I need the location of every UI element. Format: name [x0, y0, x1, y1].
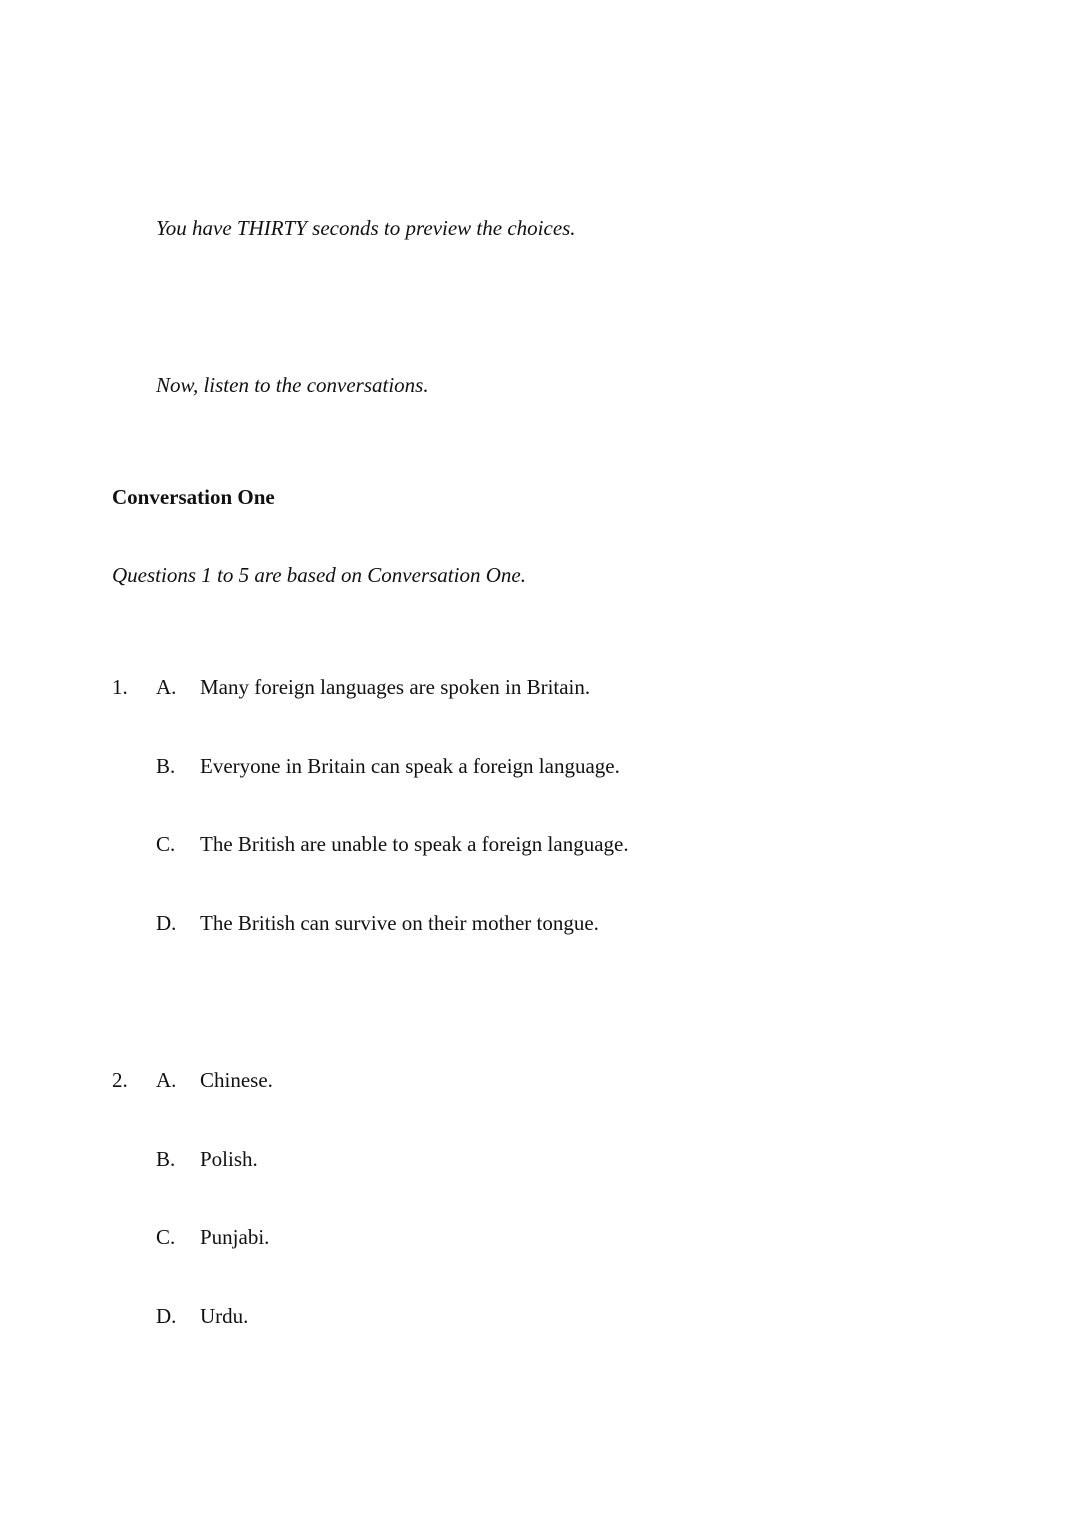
question-number: 1.	[112, 675, 128, 699]
option-letter: C.	[156, 832, 176, 856]
option-text: Urdu.	[200, 1304, 249, 1328]
listen-instruction: Now, listen to the conversations.	[156, 373, 429, 397]
option-text: The British can survive on their mother tongue.	[200, 911, 599, 935]
option-letter: B.	[156, 1147, 176, 1171]
option-letter: A.	[156, 1068, 177, 1092]
option-letter: A.	[156, 675, 177, 699]
preview-instruction: You have THIRTY seconds to preview the choices.	[156, 216, 576, 240]
option-letter: D.	[156, 1304, 177, 1328]
section-heading: Conversation One	[112, 485, 275, 509]
option-text: Polish.	[200, 1147, 258, 1171]
question-number: 2.	[112, 1068, 128, 1092]
option-letter: C.	[156, 1225, 176, 1249]
option-letter: B.	[156, 754, 176, 778]
option-text: Everyone in Britain can speak a foreign language.	[200, 754, 620, 778]
section-note: Questions 1 to 5 are based on Conversation One.	[112, 563, 526, 587]
option-text: Chinese.	[200, 1068, 273, 1092]
option-text: Punjabi.	[200, 1225, 270, 1249]
option-text: The British are unable to speak a foreign language.	[200, 832, 629, 856]
option-letter: D.	[156, 911, 177, 935]
option-text: Many foreign languages are spoken in Britain.	[200, 675, 591, 699]
